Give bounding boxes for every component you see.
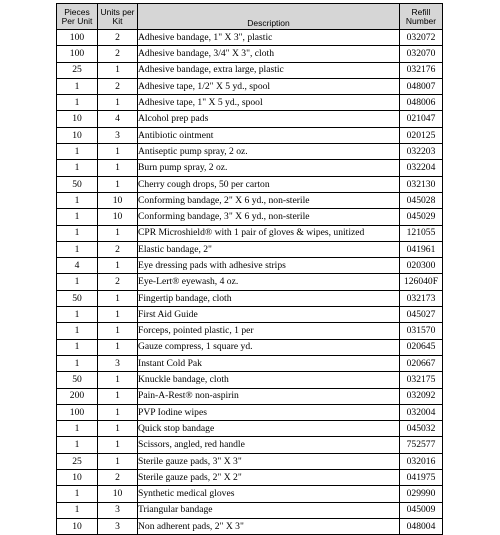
cell-units-per-kit: 1 (98, 388, 138, 404)
cell-units-per-kit: 1 (98, 437, 138, 453)
table-row (57, 453, 443, 469)
cell-units-per-kit: 1 (98, 160, 138, 176)
cell-pieces-per-unit: 1 (57, 225, 98, 241)
cell-pieces-per-unit: 10 (57, 127, 98, 143)
cell-refill-number: 032203 (400, 144, 443, 160)
cell-pieces-per-unit: 1 (57, 95, 98, 111)
cell-description: CPR Microshield® with 1 pair of gloves & wipes, unitized (138, 225, 400, 241)
cell-pieces-per-unit: 100 (57, 404, 98, 420)
cell-units-per-kit: 1 (98, 453, 138, 469)
table-row (57, 144, 443, 160)
cell-units-per-kit: 1 (98, 62, 138, 78)
cell-refill-number: 032173 (400, 290, 443, 306)
table-row (57, 518, 443, 534)
table-row (57, 290, 443, 306)
table-row (57, 176, 443, 192)
cell-description: Knuckle bandage, cloth (138, 372, 400, 388)
cell-units-per-kit: 1 (98, 290, 138, 306)
table-row (57, 502, 443, 518)
cell-description: Adhesive bandage, 3/4" X 3", cloth (138, 46, 400, 62)
cell-pieces-per-unit: 1 (57, 502, 98, 518)
cell-description: Quick stop bandage (138, 421, 400, 437)
cell-refill-number: 031570 (400, 323, 443, 339)
cell-pieces-per-unit: 1 (57, 192, 98, 208)
cell-units-per-kit: 3 (98, 502, 138, 518)
cell-description: PVP Iodine wipes (138, 404, 400, 420)
cell-refill-number: 032130 (400, 176, 443, 192)
cell-units-per-kit: 1 (98, 372, 138, 388)
cell-pieces-per-unit: 1 (57, 355, 98, 371)
cell-pieces-per-unit: 10 (57, 470, 98, 486)
cell-pieces-per-unit: 1 (57, 160, 98, 176)
cell-description: Eye-Lert® eyewash, 4 oz. (138, 274, 400, 290)
table-row (57, 192, 443, 208)
cell-description: Sterile gauze pads, 2" X 2" (138, 470, 400, 486)
table-row (57, 307, 443, 323)
cell-refill-number: 048004 (400, 518, 443, 534)
cell-description: Cherry cough drops, 50 per carton (138, 176, 400, 192)
cell-units-per-kit: 1 (98, 404, 138, 420)
cell-description: Non adherent pads, 2" X 3" (138, 518, 400, 534)
header-refill-number: Refill Number (400, 4, 443, 30)
cell-description: Alcohol prep pads (138, 111, 400, 127)
cell-units-per-kit: 3 (98, 518, 138, 534)
table-row (57, 437, 443, 453)
table-row (57, 225, 443, 241)
table-row (57, 274, 443, 290)
cell-units-per-kit: 3 (98, 355, 138, 371)
table-row (57, 127, 443, 143)
header-units-per-kit: Units per Kit (98, 4, 138, 30)
cell-units-per-kit: 4 (98, 111, 138, 127)
table-body (57, 30, 443, 535)
cell-pieces-per-unit: 100 (57, 46, 98, 62)
cell-refill-number: 021047 (400, 111, 443, 127)
table-row (57, 111, 443, 127)
table-row (57, 355, 443, 371)
kit-contents-table (56, 3, 443, 535)
table-row (57, 404, 443, 420)
cell-refill-number: 032004 (400, 404, 443, 420)
cell-units-per-kit: 2 (98, 470, 138, 486)
table-header-row (57, 4, 443, 30)
table-row (57, 339, 443, 355)
cell-description: Gauze compress, 1 square yd. (138, 339, 400, 355)
cell-pieces-per-unit: 1 (57, 241, 98, 257)
table-row (57, 46, 443, 62)
cell-refill-number: 032176 (400, 62, 443, 78)
table-row (57, 388, 443, 404)
cell-refill-number: 045032 (400, 421, 443, 437)
cell-pieces-per-unit: 10 (57, 111, 98, 127)
cell-pieces-per-unit: 25 (57, 62, 98, 78)
cell-description: Elastic bandage, 2" (138, 241, 400, 257)
cell-pieces-per-unit: 1 (57, 323, 98, 339)
cell-pieces-per-unit: 1 (57, 339, 98, 355)
cell-units-per-kit: 1 (98, 225, 138, 241)
cell-units-per-kit: 2 (98, 46, 138, 62)
cell-pieces-per-unit: 200 (57, 388, 98, 404)
cell-description: Burn pump spray, 2 oz. (138, 160, 400, 176)
cell-refill-number: 045009 (400, 502, 443, 518)
cell-pieces-per-unit: 4 (57, 258, 98, 274)
cell-units-per-kit: 1 (98, 95, 138, 111)
cell-description: Conforming bandage, 3" X 6 yd., non-sterile (138, 209, 400, 225)
cell-description: Eye dressing pads with adhesive strips (138, 258, 400, 274)
cell-units-per-kit: 1 (98, 176, 138, 192)
cell-refill-number: 020300 (400, 258, 443, 274)
cell-refill-number: 032072 (400, 30, 443, 46)
cell-description: Adhesive tape, 1/2" X 5 yd., spool (138, 78, 400, 94)
table-row (57, 62, 443, 78)
cell-pieces-per-unit: 1 (57, 274, 98, 290)
cell-units-per-kit: 1 (98, 144, 138, 160)
cell-units-per-kit: 10 (98, 486, 138, 502)
cell-units-per-kit: 1 (98, 307, 138, 323)
cell-refill-number: 032070 (400, 46, 443, 62)
cell-pieces-per-unit: 1 (57, 486, 98, 502)
cell-description: Adhesive bandage, extra large, plastic (138, 62, 400, 78)
cell-refill-number: 032092 (400, 388, 443, 404)
cell-refill-number: 048007 (400, 78, 443, 94)
cell-pieces-per-unit: 1 (57, 144, 98, 160)
table-row (57, 209, 443, 225)
cell-units-per-kit: 1 (98, 339, 138, 355)
table-row (57, 372, 443, 388)
table-row (57, 30, 443, 46)
table-row (57, 95, 443, 111)
cell-refill-number: 752577 (400, 437, 443, 453)
table-row (57, 421, 443, 437)
cell-description: Synthetic medical gloves (138, 486, 400, 502)
cell-units-per-kit: 1 (98, 421, 138, 437)
cell-pieces-per-unit: 100 (57, 30, 98, 46)
cell-refill-number: 020645 (400, 339, 443, 355)
header-description: Description (138, 4, 400, 30)
cell-description: Forceps, pointed plastic, 1 per (138, 323, 400, 339)
cell-refill-number: 041975 (400, 470, 443, 486)
cell-units-per-kit: 1 (98, 323, 138, 339)
cell-refill-number: 045029 (400, 209, 443, 225)
cell-pieces-per-unit: 50 (57, 176, 98, 192)
table-row (57, 241, 443, 257)
cell-pieces-per-unit: 1 (57, 307, 98, 323)
cell-description: Antibiotic ointment (138, 127, 400, 143)
cell-description: Adhesive tape, 1" X 5 yd., spool (138, 95, 400, 111)
cell-refill-number: 045027 (400, 307, 443, 323)
cell-units-per-kit: 10 (98, 209, 138, 225)
cell-description: Fingertip bandage, cloth (138, 290, 400, 306)
table-row (57, 470, 443, 486)
cell-refill-number: 048006 (400, 95, 443, 111)
cell-description: Triangular bandage (138, 502, 400, 518)
cell-refill-number: 032204 (400, 160, 443, 176)
cell-pieces-per-unit: 25 (57, 453, 98, 469)
cell-refill-number: 020125 (400, 127, 443, 143)
cell-refill-number: 126040F (400, 274, 443, 290)
cell-pieces-per-unit: 1 (57, 78, 98, 94)
table-row (57, 323, 443, 339)
cell-pieces-per-unit: 10 (57, 518, 98, 534)
cell-units-per-kit: 2 (98, 241, 138, 257)
cell-description: Instant Cold Pak (138, 355, 400, 371)
cell-refill-number: 020667 (400, 355, 443, 371)
cell-pieces-per-unit: 1 (57, 437, 98, 453)
cell-units-per-kit: 1 (98, 258, 138, 274)
cell-refill-number: 032175 (400, 372, 443, 388)
cell-description: Antiseptic pump spray, 2 oz. (138, 144, 400, 160)
cell-units-per-kit: 2 (98, 274, 138, 290)
cell-units-per-kit: 2 (98, 78, 138, 94)
cell-refill-number: 029990 (400, 486, 443, 502)
cell-refill-number: 121055 (400, 225, 443, 241)
cell-units-per-kit: 2 (98, 30, 138, 46)
cell-refill-number: 032016 (400, 453, 443, 469)
cell-description: Pain-A-Rest® non-aspirin (138, 388, 400, 404)
cell-pieces-per-unit: 1 (57, 421, 98, 437)
cell-refill-number: 041961 (400, 241, 443, 257)
cell-description: First Aid Guide (138, 307, 400, 323)
cell-description: Scissors, angled, red handle (138, 437, 400, 453)
cell-units-per-kit: 3 (98, 127, 138, 143)
cell-units-per-kit: 10 (98, 192, 138, 208)
cell-description: Adhesive bandage, 1" X 3", plastic (138, 30, 400, 46)
cell-refill-number: 045028 (400, 192, 443, 208)
table-row (57, 160, 443, 176)
cell-description: Sterile gauze pads, 3" X 3" (138, 453, 400, 469)
table-row (57, 258, 443, 274)
cell-pieces-per-unit: 1 (57, 209, 98, 225)
cell-description: Conforming bandage, 2" X 6 yd., non-sterile (138, 192, 400, 208)
cell-pieces-per-unit: 50 (57, 372, 98, 388)
cell-pieces-per-unit: 50 (57, 290, 98, 306)
table-row (57, 78, 443, 94)
header-pieces-per-unit: Pieces Per Unit (57, 4, 98, 30)
